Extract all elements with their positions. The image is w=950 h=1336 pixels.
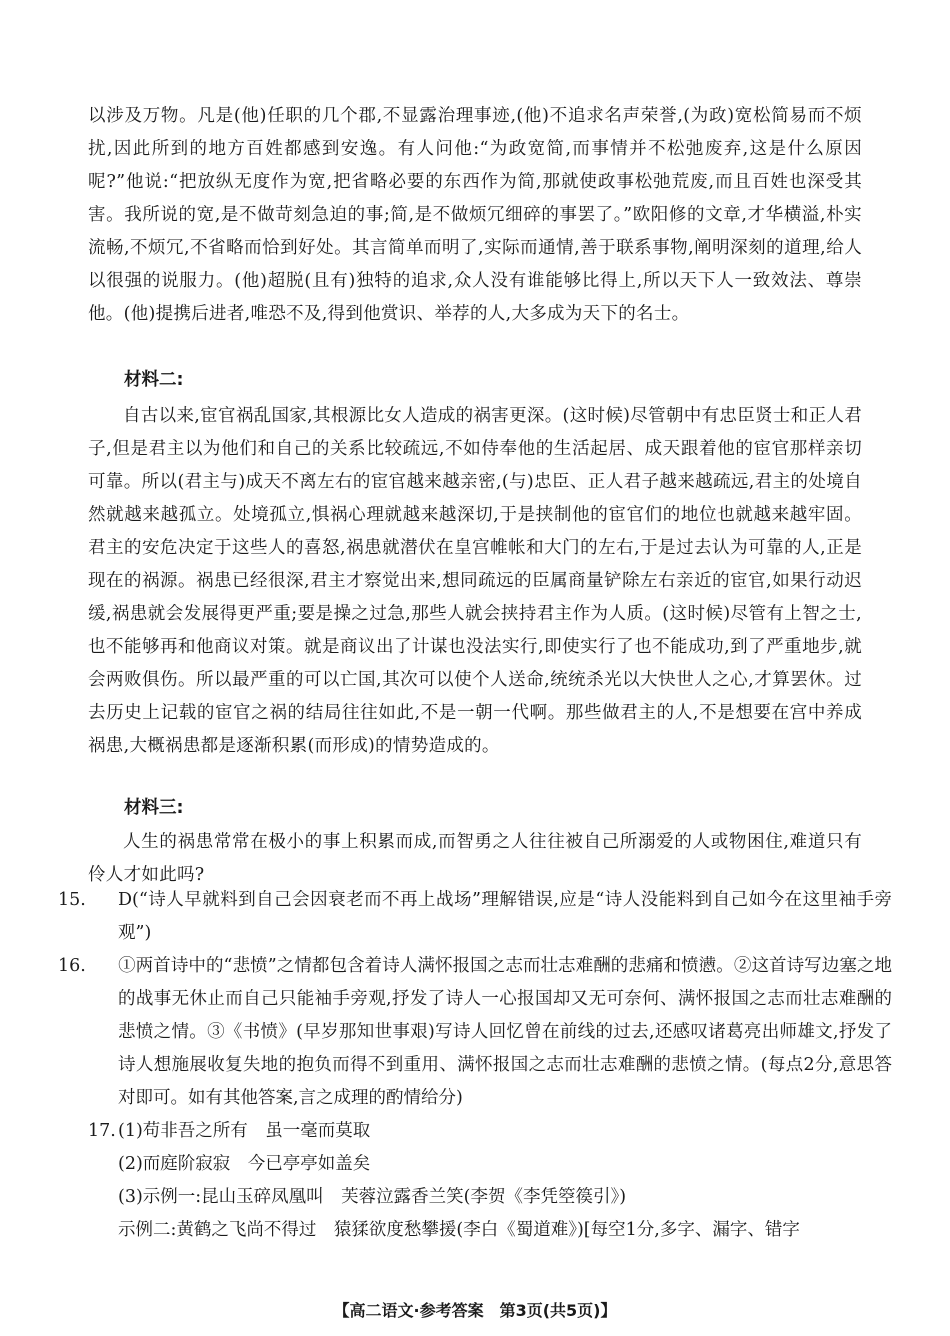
footer-text: 【高二语文·参考答案 第3页(共5页)】 xyxy=(333,1301,617,1320)
question-15-answer: D(“诗人早就料到自己会因衰老而不再上战场”理解错误,应是“诗人没能料到自己如今在这里袖手旁观”) xyxy=(118,890,892,943)
question-17 xyxy=(88,1115,862,1148)
page-footer xyxy=(0,1298,950,1321)
question-17-item-2: (2)而庭阶寂寂 今已亭亭如盖矣 xyxy=(118,1154,371,1174)
question-17-item-1: (1)苟非吾之所有 虽一毫而莫取 xyxy=(118,1121,371,1141)
material-three-text: 人生的祸患常常在极小的事上积累而成,而智勇之人往往被自己所溺爱的人或物困住,难道只有伶人才如此吗? xyxy=(88,832,862,885)
question-16 xyxy=(58,950,892,1115)
question-17-item-4: 示例二:黄鹤之飞尚不得过 猿猱欲度愁攀援(李白《蜀道难》)[每空1分,多字、漏字、错字 xyxy=(118,1220,800,1240)
material-two-text: 自古以来,宦官祸乱国家,其根源比女人造成的祸害更深。(这时候)尽管朝中有忠臣贤士和正人君子,但是君主以为他们和自己的关系比较疏远,不如侍奉他的生活起居、成天跟着他的宦官那样亲切可靠。所以(君主与)成天不离左右的宦官越来越亲密,(与)忠臣、正人君子越来越疏远,君主的处境自然就越来越孤立。处境孤立,惧祸心理就越来越深切,于是挟制他的宦官们的地位也就越来越牢固。君主的安危决定于这些人的喜怒,祸患就潜伏在皇宫帷帐和大门的左右,于是过去认为可靠的人,正是现在的祸源。祸患已经很深,君主才察觉出来,想同疏远的臣属商量铲除左右亲近的宦官,如果行动迟缓,祸患就会发展得更严重;要是操之过急,那些人就会挟持君主作为人质。(这时候)尽管有上智之士,也不能够再和他商议对策。就是商议出了计谋也没法实行,即使实行了也不能成功,到了严重地步,就会两败俱伤。所以最严重的可以亡国,其次可以使个人送命,统统杀光以大快世人之心,才算罢休。过去历史上记载的宦官之祸的结局往往如此,不是一朝一代啊。那些做君主的人,不是想要在宫中养成祸患,大概祸患都是逐渐积累(而形成)的情势造成的。 xyxy=(88,406,862,756)
material-three-heading: 材料三: xyxy=(124,798,184,818)
question-17-item-3: (3)示例一:昆山玉碎凤凰叫 芙蓉泣露香兰笑(李贺《李凭箜篌引》) xyxy=(118,1187,627,1207)
material-one-tail: 以涉及万物。凡是(他)任职的几个郡,不显露治理事迹,(他)不追求名声荣誉,(为政)宽松简易而不烦扰,因此所到的地方百姓都感到安逸。有人问他:“为政宽简,而事情并不松弛废弃,这是什么原因呢?”他说:“把放纵无度作为宽,把省略必要的东西作为简,那就使政事松弛荒废,而且百姓也深受其害。我所说的宽,是不做苛刻急迫的事;简,是不做烦冗细碎的事罢了。”欧阳修的文章,才华横溢,朴实流畅,不烦冗,不省略而恰到好处。其言简单而明了,实际而通情,善于联系事物,阐明深刻的道理,给人以很强的说服力。(他)超脱(且有)独特的追求,众人没有谁能够比得上,所以天下人一致效法、尊崇他。(他)提携后进者,唯恐不及,得到他赏识、举荐的人,大多成为天下的名士。 xyxy=(88,106,862,324)
material-two-heading: 材料二: xyxy=(124,370,184,390)
question-17-number: 17. xyxy=(88,1121,116,1141)
question-16-number: 16. xyxy=(58,956,86,976)
question-16-answer: ①两首诗中的“悲愤”之情都包含着诗人满怀报国之志而壮志难酬的悲痛和愤懑。②这首诗写边塞之地的战事无休止而自己只能袖手旁观,抒发了诗人一心报国却又无可奈何、满怀报国之志而壮志难酬的悲愤之情。③《书愤》(早岁那知世事艰)写诗人回忆曾在前线的过去,还感叹诸葛亮出师雄文,抒发了诗人想施展收复失地的抱负而得不到重用、满怀报国之志而壮志难酬的悲愤之情。(每点2分,意思答对即可。如有其他答案,言之成理的酌情给分) xyxy=(118,956,892,1108)
question-15 xyxy=(58,884,892,950)
question-15-number: 15. xyxy=(58,890,86,910)
